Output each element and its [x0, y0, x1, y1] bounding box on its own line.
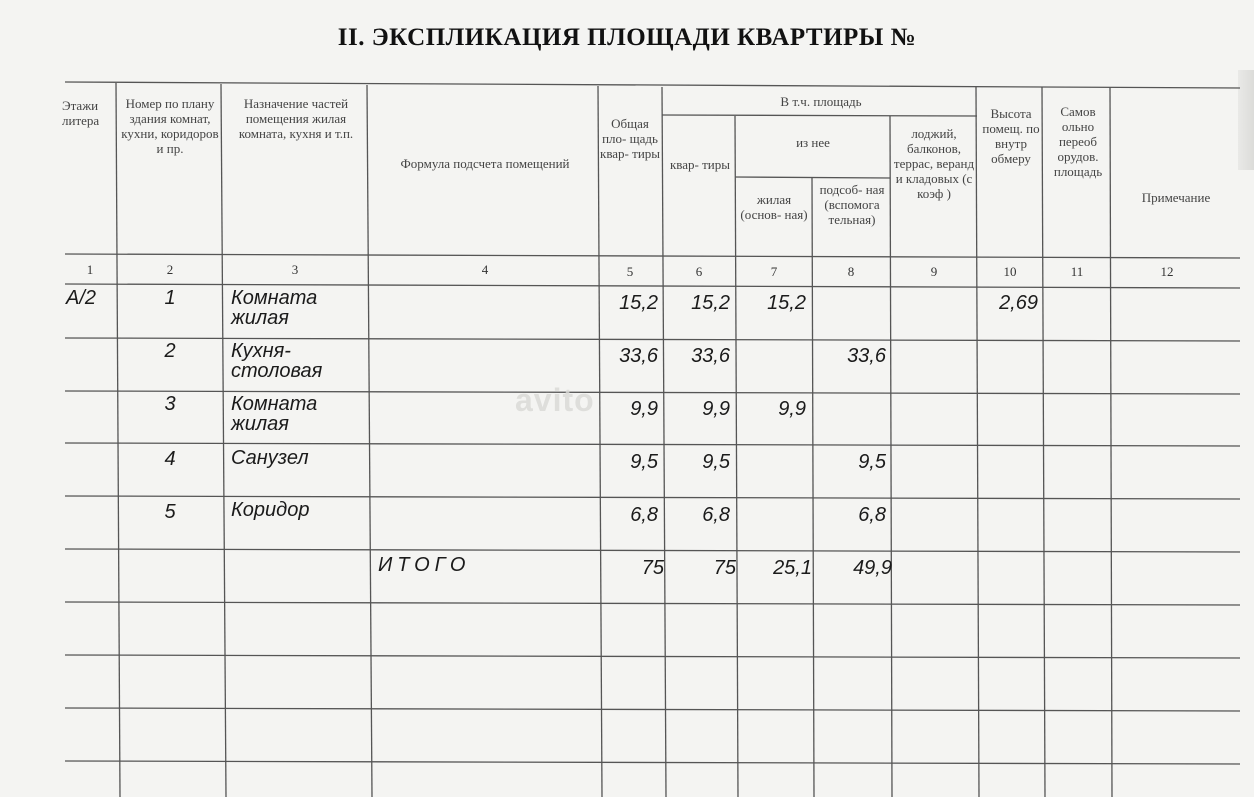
room-number-cell: 2 — [164, 340, 176, 362]
total-area-cell: 33,6 — [619, 345, 658, 367]
col-number: 12 — [1160, 264, 1174, 279]
header-loggias: лоджий, балконов, террас, веранд и кладовых (с коэф ) — [893, 126, 975, 201]
room-number-cell: 1 — [164, 287, 176, 309]
header-self-converted: Самов ольно переоб орудов. площадь — [1053, 104, 1103, 179]
col-number: 3 — [291, 262, 299, 277]
col-number: 5 — [626, 264, 634, 279]
apartment-area-cell: 9,9 — [702, 398, 730, 420]
total-area-cell: 9,9 — [630, 398, 658, 420]
aux-area-cell: 33,6 — [847, 345, 886, 367]
header-apartment: квар- тиры — [669, 157, 730, 172]
col-number: 4 — [481, 262, 489, 277]
total-area-cell: 15,2 — [619, 292, 658, 314]
col-number: 9 — [930, 264, 938, 279]
room-name-cell: Санузел — [231, 447, 309, 469]
header-height: Высота помещ. по внутр обмеру — [982, 106, 1040, 166]
header-formula: Формула подсчета помещений — [400, 156, 570, 171]
room-name-cell: Коридор — [231, 499, 310, 521]
apartment-area-cell: 33,6 — [691, 345, 730, 367]
header-purpose: Назначение частей помещения жилая комната, кухня и т.п. — [238, 96, 354, 141]
living-area-sum: 25,1 — [773, 557, 812, 579]
col-number: 8 — [847, 264, 855, 279]
header-note: Примечание — [1141, 190, 1211, 205]
room-name-cell: Комната жилая — [231, 287, 318, 329]
aux-area-cell: 9,5 — [858, 451, 886, 473]
total-area-sum: 75 — [641, 557, 664, 579]
header-auxiliary: подсоб- ная (вспомога тельная) — [819, 182, 885, 227]
col-number: 2 — [166, 262, 174, 277]
apartment-area-sum: 75 — [713, 557, 736, 579]
room-number-cell: 5 — [164, 501, 176, 523]
aux-area-cell: 6,8 — [858, 504, 886, 526]
col-number: 7 — [770, 264, 778, 279]
aux-area-sum: 49,9 — [853, 557, 892, 579]
living-area-cell: 9,9 — [778, 398, 806, 420]
header-room-number: Номер по плану здания комнат, кухни, коридоров и пр. — [121, 96, 219, 156]
room-number-cell: 3 — [164, 393, 176, 415]
header-living: жилая (основ- ная) — [740, 192, 808, 222]
total-area-cell: 6,8 — [630, 504, 658, 526]
header-total-area: Общая пло- щадь квар- тиры — [600, 116, 661, 161]
header-of-which: из нее — [796, 135, 830, 150]
floor-cell: A/2 — [66, 287, 97, 309]
col-number: 1 — [86, 262, 94, 277]
header-group-area: В т.ч. площадь — [780, 94, 862, 109]
page-title: II. ЭКСПЛИКАЦИЯ ПЛОЩАДИ КВАРТИРЫ № — [337, 24, 917, 51]
total-label: ИТОГО — [378, 554, 471, 576]
room-name-cell: Комната жилая — [231, 393, 318, 435]
apartment-area-cell: 15,2 — [691, 292, 730, 314]
col-number: 10 — [1003, 264, 1017, 279]
header-floor: Этажи литера — [62, 98, 100, 128]
height-cell: 2,69 — [999, 292, 1038, 314]
apartment-area-cell: 6,8 — [702, 504, 730, 526]
avito-watermark: avito — [515, 382, 595, 418]
col-number: 11 — [1070, 264, 1084, 279]
room-name-cell: Кухня- столовая — [231, 340, 323, 382]
apartment-area-cell: 9,5 — [702, 451, 730, 473]
total-area-cell: 9,5 — [630, 451, 658, 473]
living-area-cell: 15,2 — [767, 292, 806, 314]
col-number: 6 — [695, 264, 703, 279]
room-number-cell: 4 — [164, 448, 176, 470]
